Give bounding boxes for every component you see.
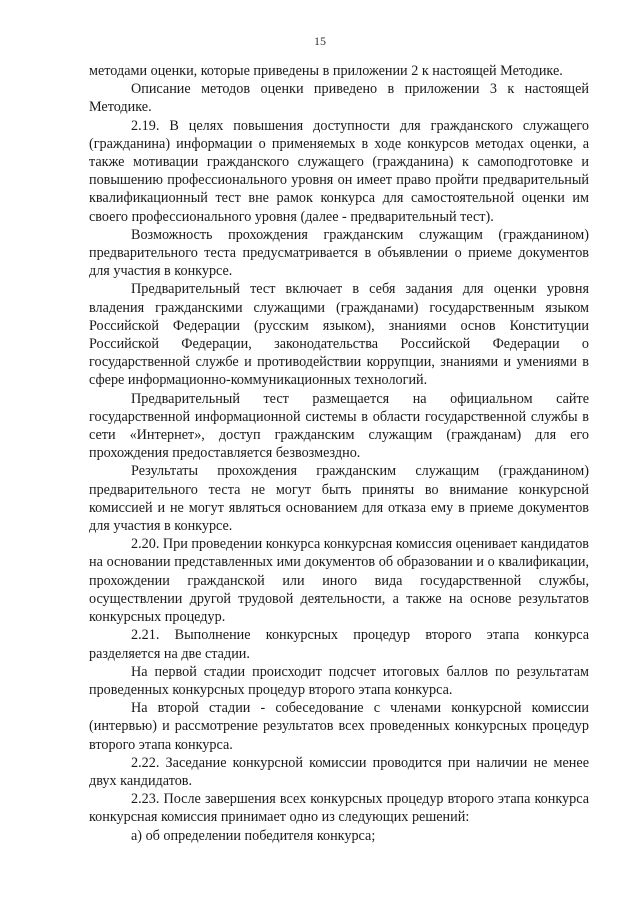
page-number: 15 [314,34,326,48]
document-body [89,62,589,845]
paragraph: 2.22. Заседание конкурсной комиссии проводится при наличии не менее двух кандидатов. [89,754,589,789]
paragraph: Предварительный тест включает в себя задания для оценки уровня владения гражданскими служащими (гражданами) государственным языком Российской Федерации (русским языком), знаниями основ Конституции Российской Федерации, законодательства Российской Федерации о государственной службе и противодействии коррупции, знаниями и умениями в сфере информационно-коммуникационных технологий. [89,281,589,389]
paragraph: Предварительный тест размещается на официальном сайте государственной информационной системы в области государственной службы в сети «Интернет», доступ гражданским служащим (гражданам) для его прохождения предоставляется безвозмездно. [89,390,589,462]
paragraph: а) об определении победителя конкурса; [131,827,376,844]
paragraph: 2.21. Выполнение конкурсных процедур второго этапа конкурса разделяется на две стадии. [89,627,589,662]
paragraph: 2.19. В целях повышения доступности для гражданского служащего (гражданина) информации о применяемых в ходе конкурсов методах оценки, а также мотивации гражданского служащего (гражданина) к самоподготовке и повышению профессионального уровня он имеет право пройти предварительный квалификационный тест вне рамок конкурса для самостоятельной оценки им своего профессионального уровня (далее - предварительный тест). [89,117,589,225]
paragraph: Возможность прохождения гражданским служащим (гражданином) предварительного теста предусматривается в объявлении о приеме документов для участия в конкурсе. [89,226,589,280]
paragraph: На первой стадии происходит подсчет итоговых баллов по результатам проведенных конкурсных процедур второго этапа конкурса. [89,663,589,698]
paragraph: На второй стадии - собеседование с членами конкурсной комиссии (интервью) и рассмотрение результатов всех проведенных конкурсных процедур второго этапа конкурса. [89,700,589,753]
paragraph: 2.20. При проведении конкурса конкурсная комиссия оценивает кандидатов на основании представленных ими документов об образовании и о квалификации, прохождении гражданской или иного вида государственной службы, осуществлении другой трудовой деятельности, а также на основе результатов конкурсных процедур. [89,536,589,626]
paragraph: методами оценки, которые приведены в приложении 2 к настоящей Методике. [89,63,563,79]
paragraph: 2.23. После завершения всех конкурсных процедур второго этапа конкурса конкурсная комиссия принимает одно из следующих решений: [89,791,589,826]
paragraph: Описание методов оценки приведено в приложении 3 к настоящей Методике. [89,81,589,116]
paragraph: Результаты прохождения гражданским служащим (гражданином) предварительного теста не могут быть приняты во внимание конкурсной комиссией и не могут являться основанием для отказа ему в приеме документов для участия в конкурсе. [89,463,589,535]
